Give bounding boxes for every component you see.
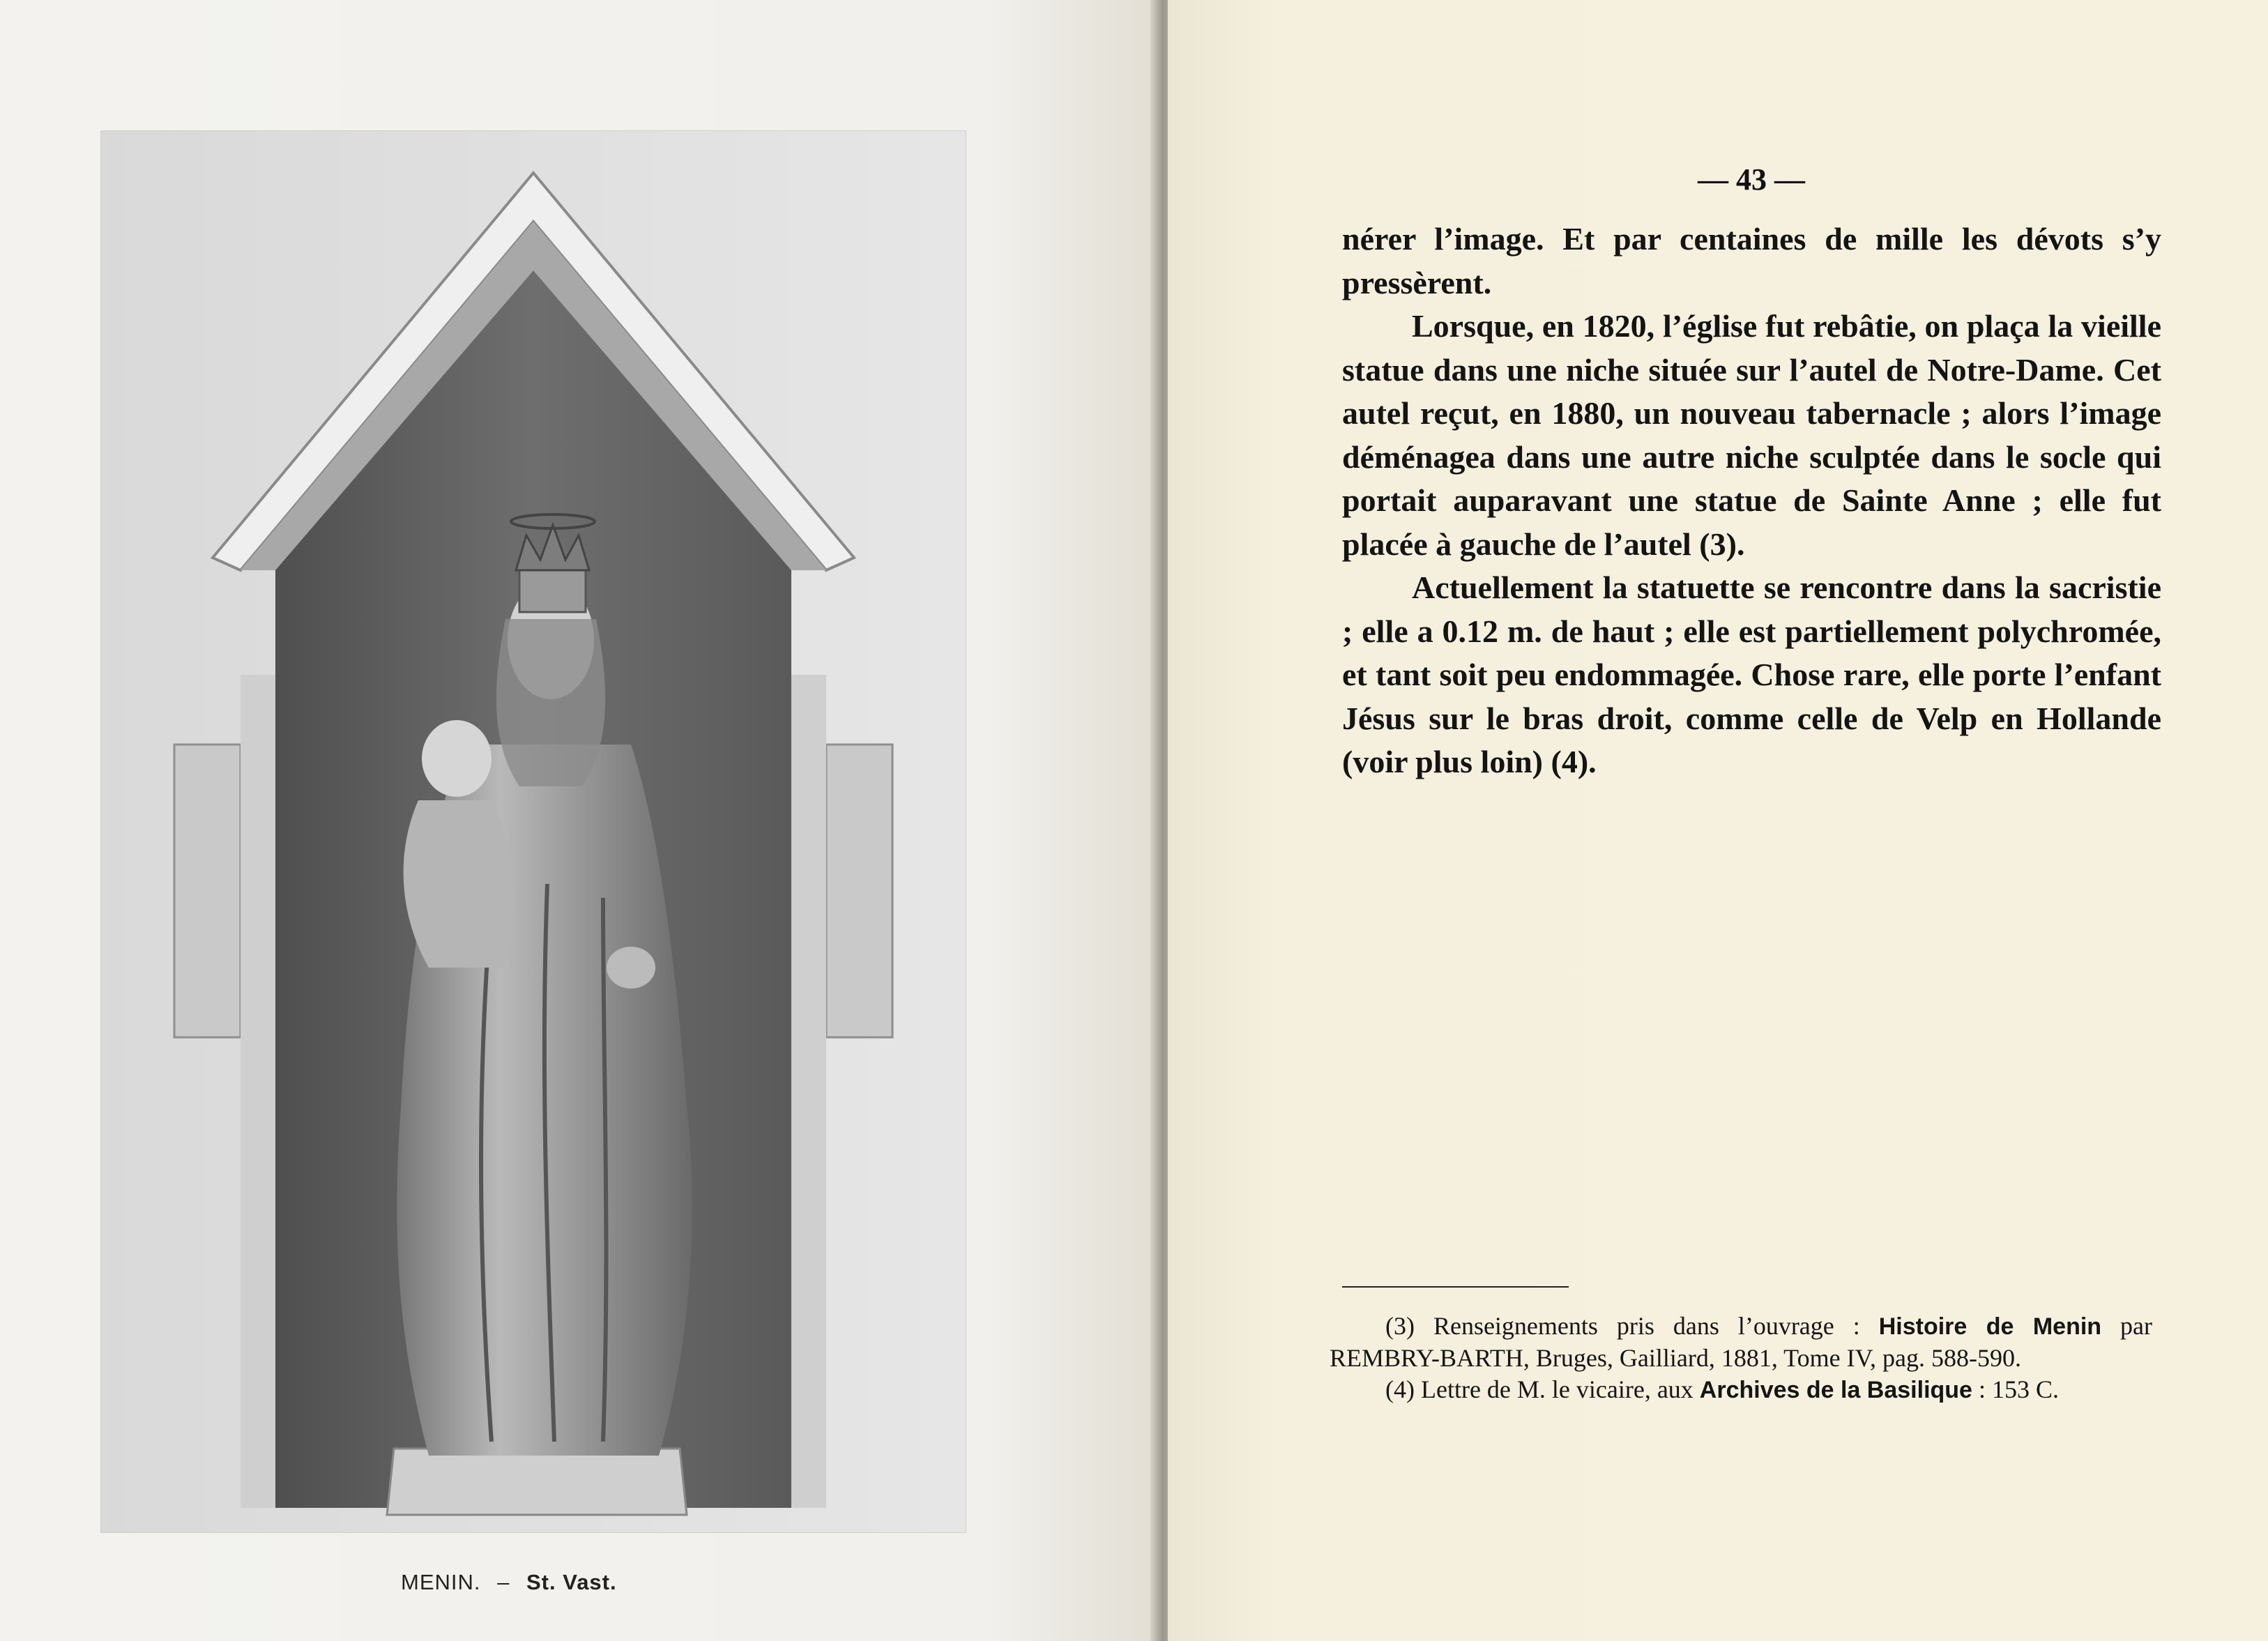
- footnote-rule: [1342, 1286, 1569, 1288]
- footnote-4-prefix: (4) Lettre de M. le vicaire, aux: [1385, 1375, 1694, 1403]
- footnote-4-title: Archives de la Basilique: [1699, 1377, 1972, 1403]
- statue-in-niche-image: [101, 131, 966, 1532]
- paragraph-2: Lorsque, en 1820, l’église fut rebâtie, on plaça la vieille statue dans une niche située sur l’autel de Notre-Dame. Cet autel reçut, en 1880, un nouveau tabernacle ; alors l’image déménagea dans une autre niche sculptée dans le socle qui portait auparavant une statue de Sainte Anne ; elle fut placée à gauche de l’autel (3).: [1342, 308, 2161, 562]
- statue-photograph: [101, 131, 966, 1532]
- caption-place: MENIN.: [401, 1570, 481, 1594]
- footnote-3: [1330, 1311, 2152, 1374]
- paragraph-1: nérer l’image. Et par centaines de mille les dévots s’y pressèrent.: [1342, 221, 2161, 300]
- body-text: [1342, 217, 2161, 784]
- footnotes: [1330, 1311, 2152, 1406]
- photo-caption: [401, 1570, 617, 1595]
- footnote-4-suffix: : 153 C.: [1978, 1375, 2059, 1403]
- caption-subject: St. Vast.: [526, 1570, 617, 1594]
- page-number: — 43 —: [1698, 162, 1805, 197]
- caption-dash: –: [497, 1570, 510, 1594]
- right-page: [1168, 0, 2268, 1641]
- paragraph-3: Actuellement la statuette se rencontre dans la sacristie ; elle a 0.12 m. de haut ; elle est partiellement polychromée, et tant soit peu endommagée. Chose rare, elle porte l’enfant Jésus sur le bras droit, comme celle de Velp en Hollande (voir plus loin) (4).: [1342, 570, 2161, 779]
- footnote-3-suffix: par REMBRY-BARTH, Bruges, Gailliard, 1881, Tome IV, pag. 588-590.: [1330, 1312, 2153, 1372]
- footnote-4: [1330, 1374, 2152, 1406]
- footnote-3-prefix: (3) Renseignements pris dans l’ouvrage :: [1385, 1312, 1860, 1340]
- footnote-3-title: Histoire de Menin: [1878, 1313, 2102, 1340]
